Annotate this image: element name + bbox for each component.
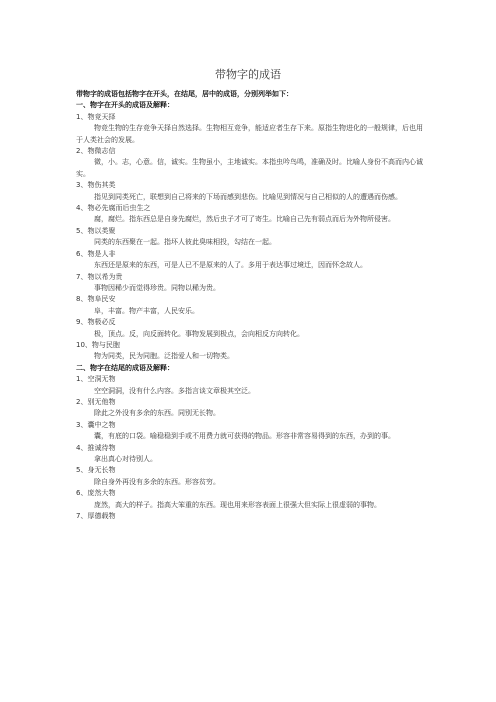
idiom-definition: 庞然，高大的样子。指高大笨重的东西。现也用来形容表面上很强大但实际上很虚弱的事物。 — [94, 500, 381, 509]
idiom-entry — [76, 420, 424, 443]
section-1-entries — [76, 112, 424, 363]
document-title: 带物字的成语 — [215, 68, 281, 81]
idiom-entry — [76, 249, 424, 272]
idiom-entry — [76, 340, 424, 363]
idiom-heading: 1、空洞无物 — [76, 375, 116, 384]
idiom-definition: 拿出真心对待别人。 — [94, 455, 157, 463]
idiom-definition: 指见到同类死亡，联想到自己将来的下场而感到悲伤。比喻见到情况与自己相似的人的遭遇而伤感。 — [94, 192, 402, 201]
idiom-entry — [76, 226, 424, 249]
idiom-heading: 6、物是人非 — [76, 249, 116, 258]
idiom-definition: 同类的东西聚在一起。指坏人彼此臭味相投，勾结在一起。 — [94, 238, 276, 247]
idiom-entry — [76, 465, 424, 488]
section-2-entries — [76, 374, 424, 522]
section-heading-1: 一、物字在开头的成语及解释： — [76, 101, 174, 110]
document-body — [76, 89, 424, 522]
idiom-heading: 2、物微志信 — [76, 147, 116, 156]
idiom-definition: 阜，丰富。物产丰富，人民安乐。 — [94, 306, 199, 315]
idiom-entry — [76, 294, 424, 317]
idiom-entry — [76, 272, 424, 295]
idiom-heading: 4、推诚待物 — [76, 443, 116, 452]
idiom-definition: 极，顶点。反，向反面转化。事物发展到极点，会向相反方向转化。 — [94, 329, 304, 338]
idiom-definition: 空空洞洞，没有什么内容。多指言谈文章极其空泛。 — [94, 386, 255, 395]
idiom-entry — [76, 443, 424, 466]
idiom-heading: 1、物竞天择 — [76, 112, 116, 121]
idiom-entry — [76, 488, 424, 511]
idiom-heading: 7、厚德载物 — [76, 512, 116, 521]
idiom-entry — [76, 146, 424, 180]
idiom-entry — [76, 374, 424, 397]
idiom-definition: 东西还是原来的东西，可是人已不是原来的人了。多用于表达事过境迁，因而怀念故人。 — [94, 261, 367, 270]
idiom-heading: 6、庞然大物 — [76, 489, 116, 498]
idiom-heading: 5、物以类聚 — [76, 226, 116, 235]
idiom-heading: 10、物与民胞 — [76, 340, 120, 349]
idiom-heading: 3、囊中之物 — [76, 420, 116, 429]
idiom-entry — [76, 511, 424, 522]
idiom-entry — [76, 112, 424, 146]
section-heading-2: 二、物字在结尾的成语及解释： — [76, 363, 174, 372]
idiom-definition: 微，小。志，心意。信，诚实。生物虽小，主地诚实。本指虫吟鸟鸣，准确及时。比喻人身份不高而内心诚实。 — [76, 158, 423, 178]
idiom-entry — [76, 203, 424, 226]
idiom-heading: 9、物极必反 — [76, 318, 116, 327]
idiom-entry — [76, 180, 424, 203]
idiom-definition: 除此之外没有多余的东西。同别无长物。 — [94, 409, 220, 418]
idiom-entry — [76, 317, 424, 340]
idiom-heading: 2、别无他物 — [76, 397, 116, 406]
idiom-heading: 7、物以希为贵 — [76, 272, 123, 281]
idiom-definition: 事物因稀少而觉得珍贵。同物以稀为贵。 — [94, 283, 220, 292]
idiom-definition: 囊，有底的口袋。喻稳稳到手或不用费力就可获得的物品。形容非常容易得到的东西，办到的事。 — [94, 432, 395, 441]
idiom-entry — [76, 397, 424, 420]
idiom-definition: 物竞生物的生存竞争天择自然选择。生物相互竞争，能适应者生存下来。原指生物进化的一般规律，后也用于人类社会的发展。 — [76, 124, 423, 144]
idiom-definition: 物为同类，民为同胞。泛指爱人和一切物类。 — [94, 352, 234, 361]
idiom-heading: 3、物伤其类 — [76, 181, 116, 190]
idiom-heading: 4、物必先腐而后虫生之 — [76, 204, 151, 213]
idiom-heading: 8、物阜民安 — [76, 295, 116, 304]
idiom-heading: 5、身无长物 — [76, 466, 116, 475]
idiom-definition: 腐，腐烂。指东西总是自身先腐烂，然后虫子才可了寄生。比喻自己先有弱点而后为外物所侵害。 — [94, 215, 395, 224]
intro-text: 带物字的成语包括物字在开头，在结尾，居中的成语，分别列举如下： — [76, 90, 293, 98]
idiom-definition: 除自身外再没有多余的东西。形容贫穷。 — [94, 477, 220, 486]
